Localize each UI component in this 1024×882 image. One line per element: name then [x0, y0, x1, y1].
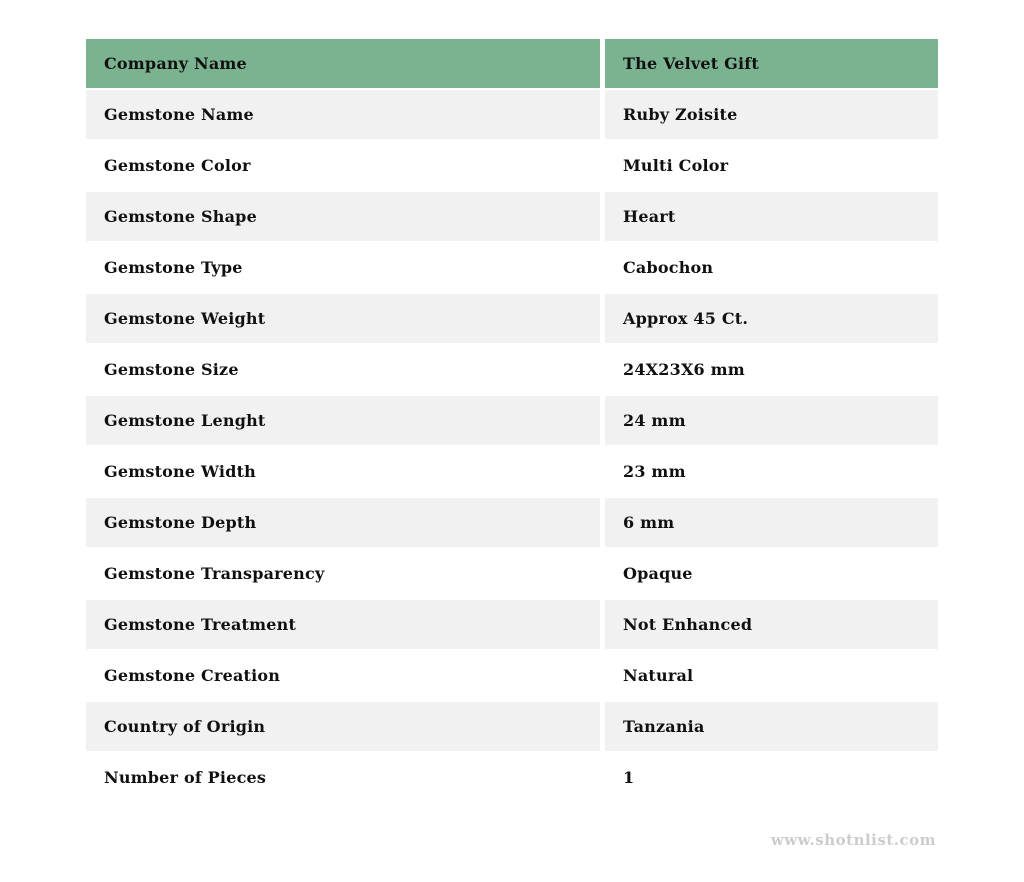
spec-value: Heart [605, 192, 938, 241]
spec-value: 23 mm [605, 447, 938, 496]
spec-label: Country of Origin [86, 702, 600, 751]
spec-value: The Velvet Gift [605, 39, 938, 88]
table-row [86, 498, 938, 547]
spec-value: Cabochon [605, 243, 938, 292]
spec-value: Natural [605, 651, 938, 700]
table-header-row [86, 39, 938, 88]
spec-label: Gemstone Weight [86, 294, 600, 343]
spec-value: Not Enhanced [605, 600, 938, 649]
spec-label: Gemstone Treatment [86, 600, 600, 649]
spec-label: Gemstone Depth [86, 498, 600, 547]
table-row [86, 549, 938, 598]
spec-label: Gemstone Creation [86, 651, 600, 700]
table-row [86, 651, 938, 700]
spec-label: Gemstone Color [86, 141, 600, 190]
spec-label: Company Name [86, 39, 600, 88]
spec-label: Number of Pieces [86, 753, 600, 802]
spec-value: Opaque [605, 549, 938, 598]
table-row [86, 702, 938, 751]
spec-value: Tanzania [605, 702, 938, 751]
table-row [86, 753, 938, 802]
spec-value: 1 [605, 753, 938, 802]
spec-label: Gemstone Transparency [86, 549, 600, 598]
spec-label: Gemstone Size [86, 345, 600, 394]
table-row [86, 447, 938, 496]
gemstone-spec-table [86, 39, 938, 804]
table-row [86, 243, 938, 292]
spec-value: 24X23X6 mm [605, 345, 938, 394]
table-row [86, 90, 938, 139]
spec-label: Gemstone Width [86, 447, 600, 496]
table-row [86, 294, 938, 343]
spec-value: Approx 45 Ct. [605, 294, 938, 343]
spec-value: 24 mm [605, 396, 938, 445]
spec-value: 6 mm [605, 498, 938, 547]
spec-label: Gemstone Name [86, 90, 600, 139]
spec-label: Gemstone Type [86, 243, 600, 292]
table-row [86, 141, 938, 190]
spec-value: Ruby Zoisite [605, 90, 938, 139]
table-row [86, 396, 938, 445]
table-row [86, 192, 938, 241]
spec-value: Multi Color [605, 141, 938, 190]
watermark: www.shotnlist.com [770, 831, 936, 849]
spec-label: Gemstone Lenght [86, 396, 600, 445]
table-row [86, 600, 938, 649]
spec-label: Gemstone Shape [86, 192, 600, 241]
table-row [86, 345, 938, 394]
